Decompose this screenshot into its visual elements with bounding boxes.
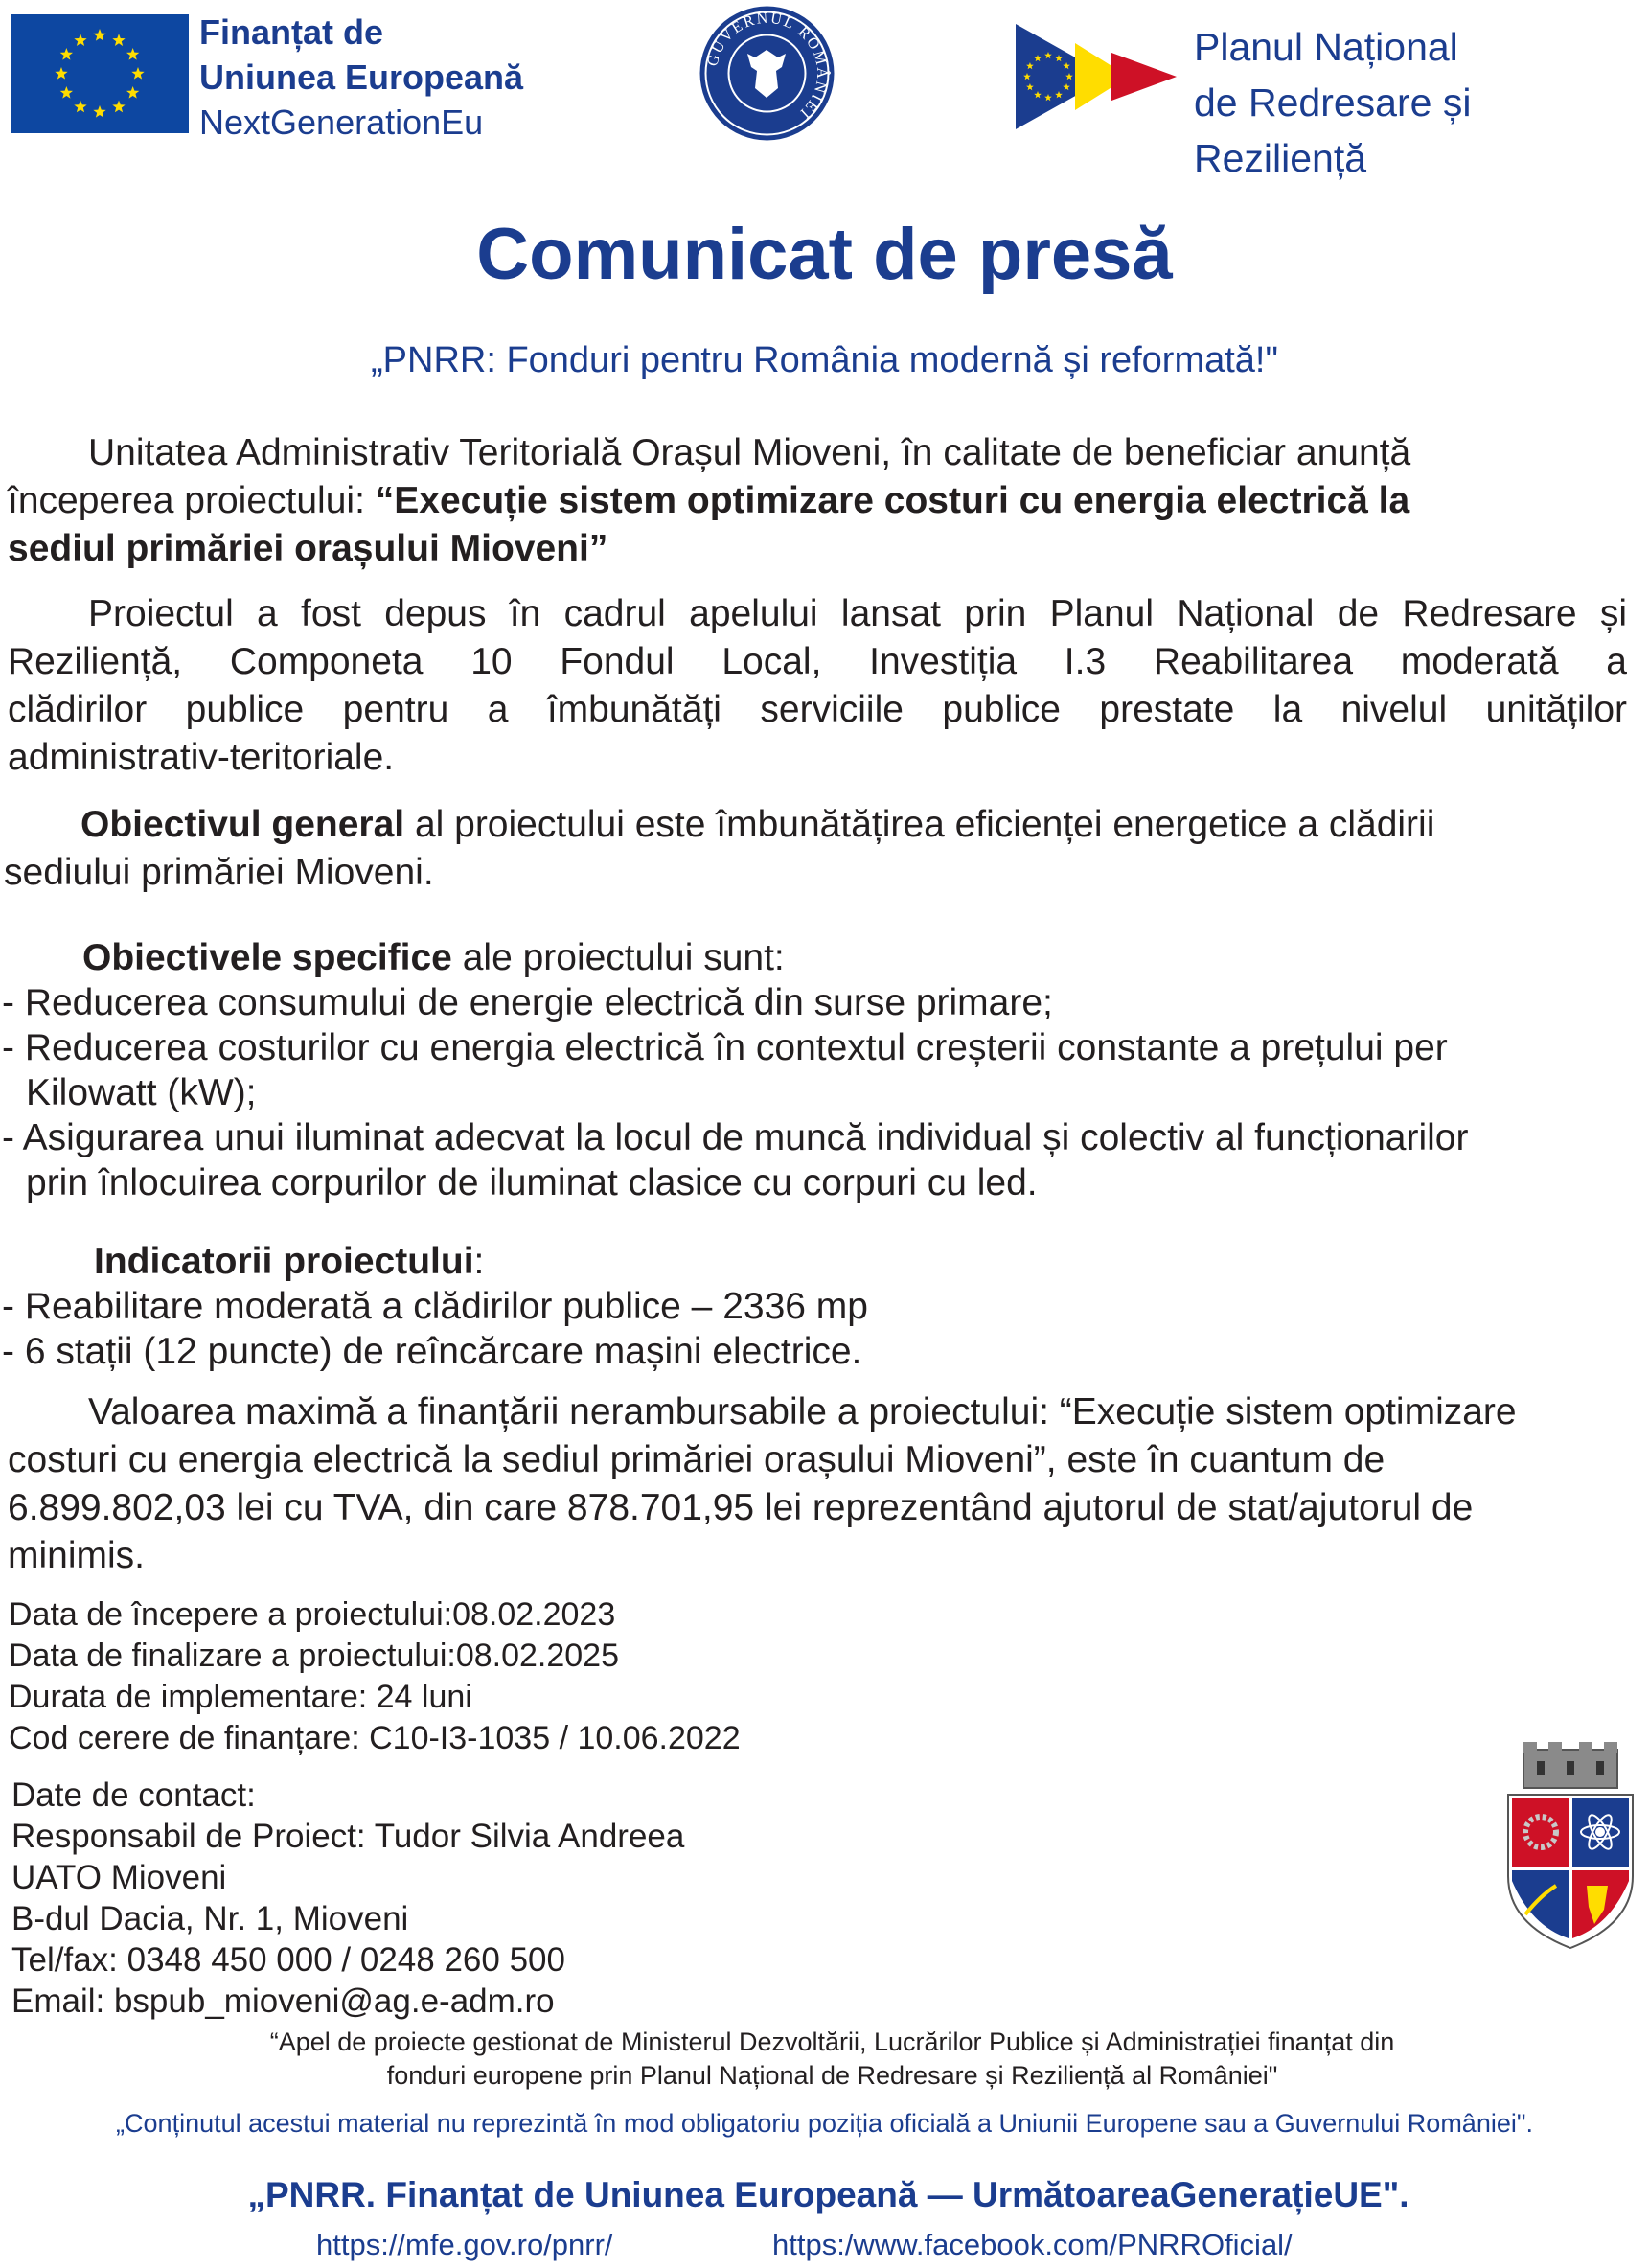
call-statement: “Apel de proiecte gestionat de Ministerul Dezvoltării, Lucrărilor Publice și Administrației finanțat din fonduri europene prin Planul Național de Redresare și Reziliență al României" bbox=[269, 2027, 1395, 2090]
pnrr-line-1: Planul Național bbox=[1194, 25, 1458, 69]
contact-address: B-dul Dacia, Nr. 1, Mioveni bbox=[11, 1900, 409, 1937]
list-item: - Reabilitare moderată a clădirilor publice – 2336 mp bbox=[2, 1286, 868, 1327]
specific-objectives: Obiectivele specifice ale proiectului sunt: - Reducerea consumului de energie electrică din surse primare; - Reducerea costurilor cu energia electrică în contextul creșterii constante a prețului per Kilowatt (kW); - Asigurarea unui iluminat adecvat la locul de muncă individual și colectiv al funcționarilor prin înlocuirea corpurilor de iluminat clasice cu corpuri cu led. bbox=[2, 935, 1631, 1205]
contact-email: Email: bspub_mioveni@ag.e-adm.ro bbox=[11, 1982, 555, 2020]
eu-line-3: NextGenerationEu bbox=[199, 103, 484, 142]
project-name-cont: sediul primăriei orașului Mioveni” bbox=[8, 528, 608, 569]
pnrr-logo bbox=[1016, 24, 1177, 129]
application-code: Cod cerere de finanțare: C10-I3-1035 / 10.06.2022 bbox=[9, 1720, 741, 1756]
disclaimer: „Conținutul acestui material nu reprezintă în mod obligatoriu poziția oficială a Uniunii Europene sau a Guvernului României". bbox=[116, 2109, 1533, 2138]
eu-stars-icon bbox=[11, 14, 189, 133]
eu-line-1: Finanțat de bbox=[199, 12, 384, 52]
contact-phone: Tel/fax: 0348 450 000 / 0248 260 500 bbox=[11, 1941, 565, 1979]
project-dates bbox=[9, 1594, 741, 1759]
funding-paragraph: Valoarea maximă a finanțării nerambursabile a proiectului: “Execuție sistem optimizare costuri cu energia electrică la sediul primăriei orașului Mioveni”, este în cuantum de 6.899.802,03 lei cu TVA, din care 878.701,95 lei reprezentând ajutorul de stat/ajutorul de minimis. bbox=[8, 1391, 1517, 1576]
end-date: Data de finalizare a proiectului:08.02.2025 bbox=[9, 1638, 619, 1674]
duration: Durata de implementare: 24 luni bbox=[9, 1679, 472, 1715]
seal-text: GUVERNUL ROMÂNIEI bbox=[704, 10, 831, 123]
pnrr-slogan: „PNRR. Finanțat de Uniunea Europeană — UrmătoareaGenerațieUE". bbox=[247, 2175, 1409, 2214]
start-date: Data de începere a proiectului:08.02.2023 bbox=[9, 1596, 616, 1633]
eu-funding-label bbox=[199, 10, 523, 145]
project-paragraph: Proiectul a fost depus în cadrul apelului lansat prin Planul Național de Redresare și Reziliență, Componeta 10 Fondul Local, Investiția I.3 Reabilitarea moderată a clădirilor publice pentru a îmbunătăți serviciile publice prestate la nivelul unităților administrativ-teritoriale. bbox=[8, 593, 1627, 778]
facebook-link[interactable]: https:/www.facebook.com/PNRROficial/ bbox=[772, 2228, 1293, 2261]
eu-flag-logo bbox=[11, 14, 189, 133]
contact-heading: Date de contact: bbox=[11, 1776, 256, 1814]
page-subtitle: „PNRR: Fonduri pentru România modernă și reformată!" bbox=[371, 340, 1278, 380]
list-item: - 6 stații (12 puncte) de reîncărcare mașini electrice. bbox=[2, 1331, 862, 1372]
pnrr-line-2: de Redresare și Reziliență bbox=[1194, 80, 1472, 180]
contact-block bbox=[11, 1775, 684, 2022]
page-title: Comunicat de presă bbox=[476, 214, 1173, 295]
pnrr-label bbox=[1194, 19, 1649, 186]
government-seal-logo bbox=[698, 4, 836, 143]
intro-line-2: începerea proiectului: bbox=[8, 480, 376, 521]
list-item: - Reducerea costurilor cu energia electrică în contextul creșterii constante a prețului per bbox=[2, 1027, 1448, 1068]
indicators: Indicatorii proiectului: - Reabilitare moderată a clădirilor publice – 2336 mp - 6 stații (12 puncte) de reîncărcare mașini electrice. bbox=[2, 1239, 1631, 1374]
list-item: - Asigurarea unui iluminat adecvat la locul de muncă individual și colectiv al funcționarilor bbox=[2, 1117, 1469, 1158]
intro-paragraph bbox=[8, 429, 1627, 573]
mfe-link[interactable]: https://mfe.gov.ro/pnrr/ bbox=[316, 2228, 613, 2261]
contact-org: UATO Mioveni bbox=[11, 1859, 227, 1896]
contact-responsible: Responsabil de Proiect: Tudor Silvia Andreea bbox=[11, 1818, 685, 1855]
general-objective: Obiectivul general al proiectului este îmbunătățirea eficienței energetice a clădirii sediului primăriei Mioveni. bbox=[4, 804, 1435, 893]
intro-line-1: Unitatea Administrativ Teritorială Orașul Mioveni, în calitate de beneficiar anunță bbox=[88, 432, 1411, 473]
eu-line-2: Uniunea Europeană bbox=[199, 57, 524, 97]
mioveni-crest-icon bbox=[1502, 1742, 1638, 1953]
list-item: - Reducerea consumului de energie electrică din surse primare; bbox=[2, 982, 1053, 1023]
project-name: “Execuție sistem optimizare costuri cu energia electrică la bbox=[375, 480, 1410, 521]
